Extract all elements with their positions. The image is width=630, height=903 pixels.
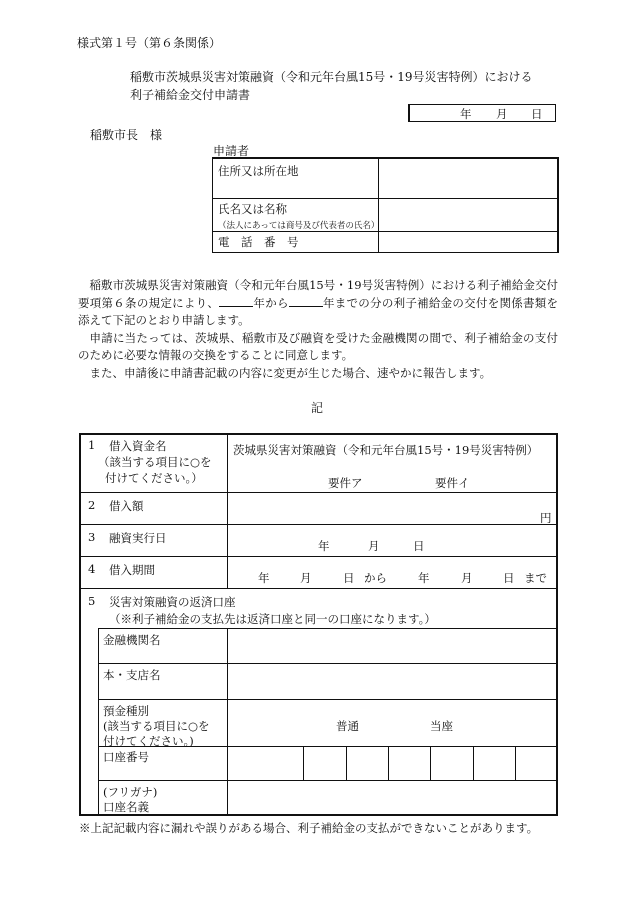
applicant-label: 申請者 (213, 144, 250, 158)
bank-name-field[interactable] (228, 629, 556, 663)
date-day-label: 日 (531, 107, 543, 121)
exec-date-day: 日 (413, 539, 425, 553)
bank-name-label: 金融機関名 (103, 633, 161, 647)
item-5-label: 災害対策融資の返済口座 (109, 595, 236, 609)
year-to-blank[interactable] (289, 295, 323, 307)
item-2-number: 2 (88, 498, 96, 512)
footer-note: ※上記記載内容に漏れや誤りがある場合、利子補給金の支払ができないことがあります。 (79, 821, 539, 835)
exec-date-year: 年 (318, 539, 330, 553)
loan-amount-field[interactable] (228, 493, 556, 524)
name-label: 氏名又は名称 (218, 201, 287, 216)
addressee: 稲敷市長 様 (90, 128, 163, 142)
item-4-number: 4 (88, 562, 96, 576)
phone-label: 電 話 番 号 (213, 231, 379, 252)
form-title-line2: 利子補給金交付申請書 (130, 88, 251, 102)
account-name-kana-label: (フリガナ) (103, 785, 158, 799)
date-month-label: 月 (496, 107, 508, 121)
requirement-b-option[interactable]: 要件イ (435, 476, 470, 490)
period-end-year: 年 (418, 571, 430, 585)
body-text (78, 277, 558, 382)
loan-name-value: 茨城県災害対策融資（令和元年台風15号・19号災害特例） (233, 443, 539, 457)
item-4-label: 借入期間 (109, 563, 155, 577)
period-start-month: 月 (300, 571, 312, 585)
account-name-label: 口座名義 (103, 800, 149, 814)
name-label-cell (213, 198, 379, 231)
account-number-label: 口座番号 (103, 750, 149, 764)
item-5-number: 5 (88, 594, 96, 608)
date-year-label: 年 (460, 107, 472, 121)
requirement-a-option[interactable]: 要件ア (328, 476, 363, 490)
name-field[interactable] (379, 198, 558, 231)
year-from-blank[interactable] (219, 295, 253, 307)
item-3-label: 融資実行日 (109, 531, 167, 545)
applicant-table (212, 157, 559, 253)
address-label: 住所又は所在地 (213, 158, 379, 198)
account-number-digits[interactable] (228, 747, 556, 780)
period-end-month: 月 (461, 571, 473, 585)
ki-heading: 記 (311, 401, 324, 415)
body-paragraph-2: 申請に当たっては、茨城県、稲敷市及び融資を受けた金融機関の間で、利子補給金の支付のために必要な情報の交換をすることに同意します。 (78, 330, 558, 362)
name-note: （法人にあっては商号及び代表者の氏名） (218, 220, 380, 231)
item-2-label: 借入額 (109, 499, 144, 513)
period-to: まで (524, 571, 547, 585)
deposit-type-instruction-1: (該当する項目に○を (103, 719, 210, 733)
deposit-type-label: 預金種別 (103, 704, 149, 718)
body-paragraph-3: また、申請後に申請書記載の内容に変更が生じた場合、速やかに報告します。 (89, 365, 492, 380)
form-number: 様式第１号（第６条関係） (77, 36, 222, 50)
period-start-year: 年 (258, 571, 270, 585)
deposit-type-instruction-2: 付けてください。) (103, 734, 194, 748)
account-name-field[interactable] (228, 781, 556, 814)
address-field[interactable] (379, 158, 558, 198)
item-1-instruction-1: （該当する項目に○を (98, 455, 212, 469)
period-end-day: 日 (503, 571, 515, 585)
item-1-instruction-2: 付けてください。） (105, 471, 203, 485)
detail-table (79, 433, 558, 816)
item-1-number: 1 (88, 438, 96, 452)
item-5-note: （※利子補給金の支払先は返済口座と同一の口座になります。） (109, 612, 436, 626)
phone-field[interactable] (379, 231, 558, 252)
deposit-type-current[interactable]: 当座 (430, 719, 453, 733)
form-title-line1: 稲敷市茨城県災害対策融資（令和元年台風15号・19号災害特例）における (130, 70, 533, 84)
item-1-label: 借入資金名 (109, 439, 167, 453)
body-paragraph-1: 稲敷市茨城県災害対策融資（令和元年台風15号・19号災害特例）における利子補給金交付要項第６条の規定により、 年から 年までの分の利子補給金の交付を関係書類を添えて下記のとおり申請します。 (78, 278, 559, 327)
deposit-type-ordinary[interactable]: 普通 (336, 719, 359, 733)
date-box[interactable] (408, 104, 556, 122)
period-from: から (364, 571, 387, 585)
item-3-number: 3 (88, 530, 96, 544)
branch-name-field[interactable] (228, 664, 556, 699)
period-start-day: 日 (343, 571, 355, 585)
exec-date-month: 月 (368, 539, 380, 553)
loan-amount-unit: 円 (540, 511, 552, 525)
branch-name-label: 本・支店名 (103, 668, 161, 682)
